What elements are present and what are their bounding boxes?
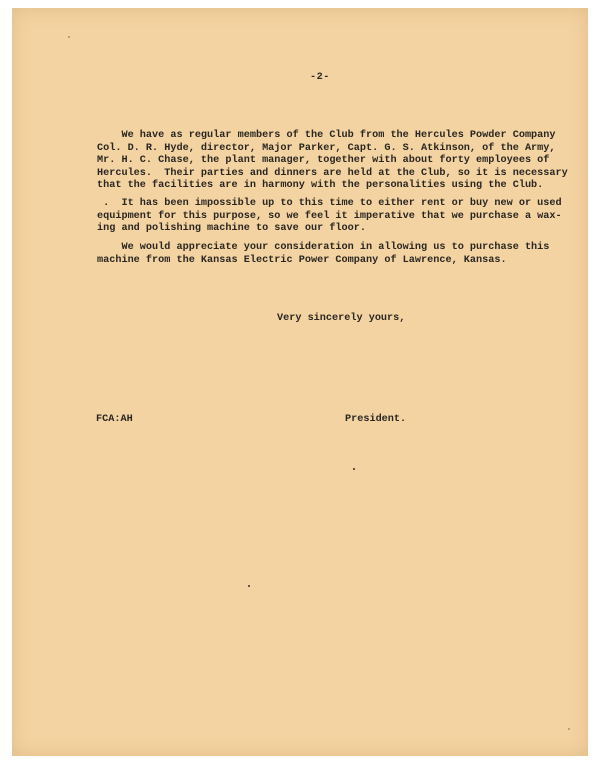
paragraph-hercules-members: We have as regular members of the Club from the Hercules Powder Company Col. D. R. Hyde, director, Major Parker, Capt. G. S. Atkinson, of the Army, Mr. H. C. Chase, the plant manager, together with about forty employees of Hercules. Their parties and dinners are held at the Club, so it is necessary that the facilities are in harmony with the personalities using the Club.: [97, 130, 568, 192]
paragraph-equipment: . It has been impossible up to this time to either rent or buy new or used equipment for this purpose, so we feel it imperative that we purchase a wax- ing and polishing machine to save our floor.: [97, 198, 562, 235]
page-number: -2-: [310, 72, 330, 83]
reference-initials: FCA:AH: [96, 414, 133, 425]
letter-page: [12, 8, 588, 756]
ink-speck: [353, 468, 355, 470]
paragraph-request: We would appreciate your consideration in allowing us to purchase this machine from the Kansas Electric Power Company of Lawrence, Kansas.: [97, 242, 550, 266]
complimentary-closing: Very sincerely yours,: [277, 313, 406, 324]
ink-speck: [248, 585, 250, 587]
paper-speck: [568, 728, 570, 730]
paper-speck: [68, 36, 70, 38]
signature-title: President.: [345, 414, 407, 425]
